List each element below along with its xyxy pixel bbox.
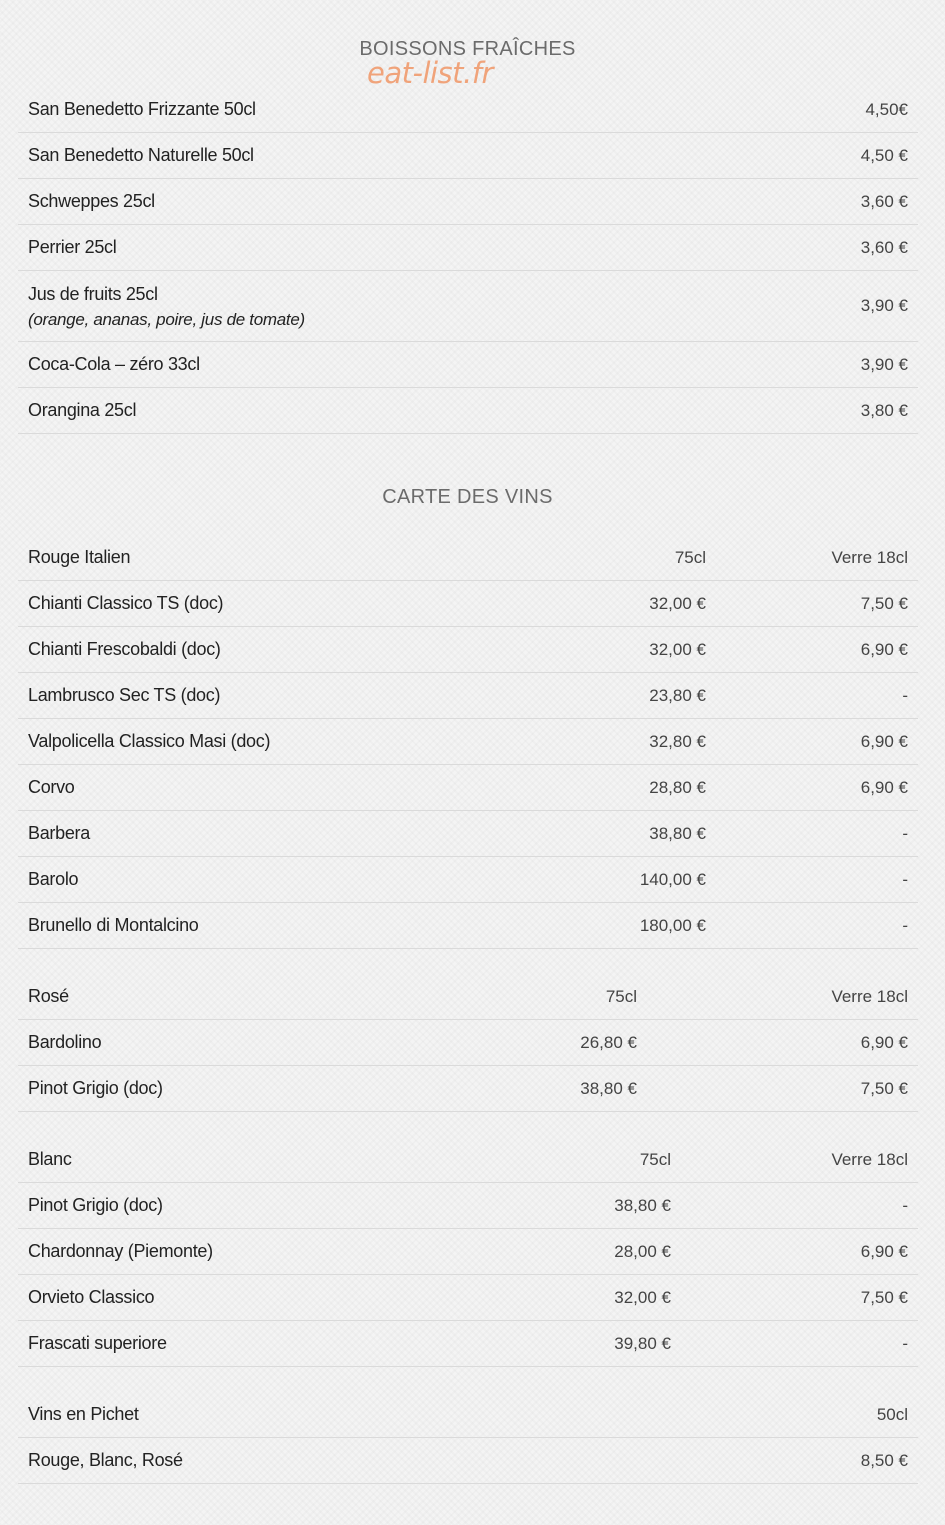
menu-item-row [18,225,918,271]
glass-price: - [902,824,908,843]
item-price: 4,50 € [860,146,908,165]
menu-item-row [18,811,918,857]
glass-price: 6,90 € [860,732,908,751]
item-name: San Benedetto Frizzante 50cl [28,99,256,119]
menu-item-row [18,1438,918,1484]
item-name-block [28,282,305,332]
item-name: Schweppes 25cl [28,191,155,211]
column-header-name: Vins en Pichet [28,1404,139,1424]
menu-item-row [18,1066,918,1112]
glass-price: - [902,1196,908,1215]
item-name: Chardonnay (Piemonte) [28,1241,213,1261]
item-price: 3,90 € [860,355,908,374]
column-header-name: Rosé [28,986,69,1006]
bottle-price: 140,00 € [639,870,706,889]
bottle-price: 38,80 € [614,1196,671,1215]
item-name: Rouge, Blanc, Rosé [28,1450,183,1470]
table-header-row [18,535,918,581]
menu-item-row [18,627,918,673]
item-name: Orvieto Classico [28,1287,155,1307]
item-name: Barbera [28,823,90,843]
soft-drinks-title: BOISSONS FRAÎCHES [359,38,576,60]
menu-item-row [18,388,918,434]
menu-item-row [18,581,918,627]
item-description: (orange, ananas, poire, jus de tomate) [28,310,305,329]
column-header-bottle: 75cl [674,548,706,567]
glass-price: 6,90 € [860,640,908,659]
item-name: Lambrusco Sec TS (doc) [28,685,221,705]
wine-list-title: CARTE DES VINS [382,486,553,508]
menu-item-row [18,1183,918,1229]
menu-item-row [18,673,918,719]
pitcher-wine-table [18,1392,918,1484]
item-name: Barolo [28,869,79,889]
menu-item-row [18,342,918,388]
glass-price: - [902,1334,908,1353]
white-wine-table [18,1137,918,1367]
soft-drinks-table [18,87,918,434]
bottle-price: 32,80 € [649,732,706,751]
menu-item-row [18,133,918,179]
bottle-price: 28,80 € [649,778,706,797]
column-header-name: Rouge Italien [28,547,131,567]
glass-price: 6,90 € [860,778,908,797]
column-header-glass: Verre 18cl [831,1150,908,1169]
glass-price: 6,90 € [860,1242,908,1261]
menu-item-row [18,1229,918,1275]
bottle-price: 32,00 € [614,1288,671,1307]
item-name: Pinot Grigio (doc) [28,1078,163,1098]
watermark-logo: eat-list.fr [367,56,493,90]
item-name: Pinot Grigio (doc) [28,1195,163,1215]
item-name: Corvo [28,777,75,797]
menu-item-row [18,857,918,903]
bottle-price: 39,80 € [614,1334,671,1353]
item-price: 3,90 € [860,296,908,315]
table-header-row [18,1137,918,1183]
menu-item-row [18,903,918,949]
bottle-price: 180,00 € [639,916,706,935]
menu-item-row [18,719,918,765]
menu-item-row [18,1275,918,1321]
item-name: Brunello di Montalcino [28,915,199,935]
item-name: Chianti Classico TS (doc) [28,593,224,613]
menu-item-row [18,87,918,133]
item-name: Perrier 25cl [28,237,117,257]
item-price: 3,60 € [860,192,908,211]
column-header-volume: 50cl [876,1405,908,1424]
item-price: 3,80 € [860,401,908,420]
red-wine-table [18,535,918,949]
table-header-row [18,1392,918,1438]
bottle-price: 38,80 € [649,824,706,843]
glass-price: - [902,686,908,705]
bottle-price: 32,00 € [649,594,706,613]
bottle-price: 26,80 € [580,1033,637,1052]
item-name: Chianti Frescobaldi (doc) [28,639,221,659]
item-price: 4,50€ [865,100,908,119]
glass-price: 7,50 € [860,1288,908,1307]
menu-item-row [18,1020,918,1066]
item-name: Orangina 25cl [28,400,137,420]
glass-price: 6,90 € [860,1033,908,1052]
bottle-price: 32,00 € [649,640,706,659]
table-header-row [18,974,918,1020]
glass-price: 7,50 € [860,594,908,613]
column-header-name: Blanc [28,1149,72,1169]
menu-item-row [18,1321,918,1367]
item-name: Jus de fruits 25cl [28,284,158,304]
glass-price: - [902,870,908,889]
column-header-glass: Verre 18cl [831,548,908,567]
item-name: Valpolicella Classico Masi (doc) [28,731,271,751]
item-name: San Benedetto Naturelle 50cl [28,145,254,165]
column-header-glass: Verre 18cl [831,987,908,1006]
bottle-price: 23,80 € [649,686,706,705]
column-header-bottle: 75cl [639,1150,671,1169]
item-name: Frascati superiore [28,1333,167,1353]
item-price: 3,60 € [860,238,908,257]
menu-item-row [18,765,918,811]
item-name: Bardolino [28,1032,102,1052]
glass-price: 7,50 € [860,1079,908,1098]
item-name: Coca-Cola – zéro 33cl [28,354,200,374]
column-header-bottle: 75cl [605,987,637,1006]
menu-item-row [18,179,918,225]
menu-item-row [18,271,918,342]
rose-wine-table [18,974,918,1112]
bottle-price: 38,80 € [580,1079,637,1098]
item-price: 8,50 € [860,1451,908,1470]
bottle-price: 28,00 € [614,1242,671,1261]
glass-price: - [902,916,908,935]
